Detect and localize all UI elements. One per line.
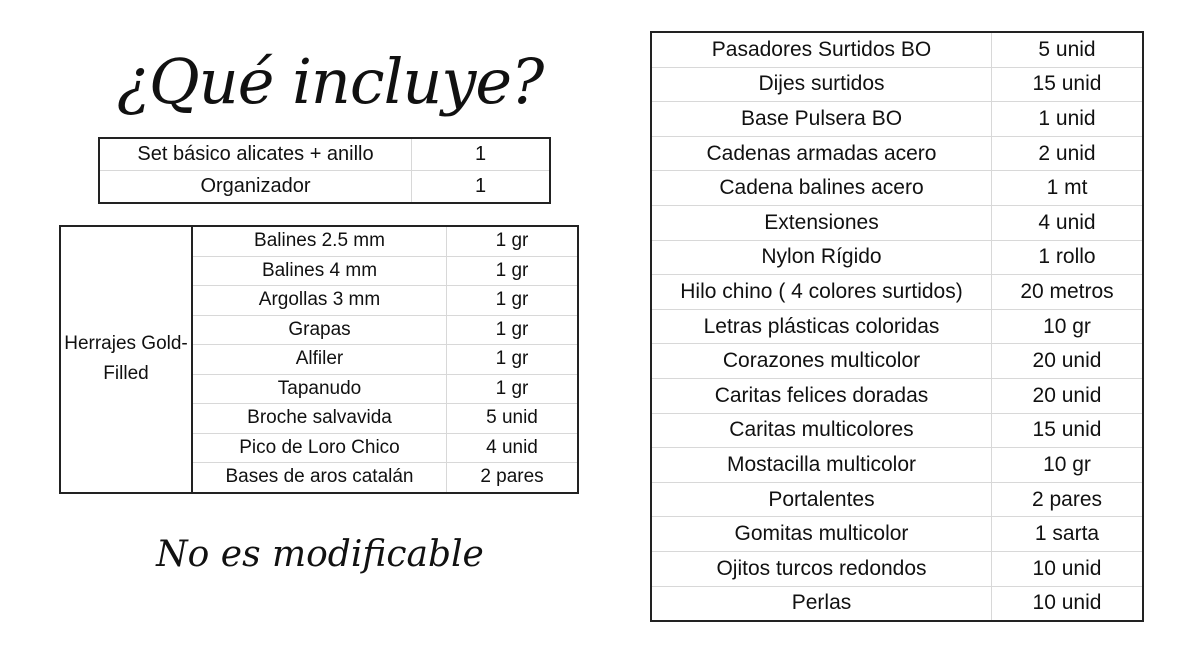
qty-cell: 1 — [412, 138, 551, 171]
table-row — [651, 378, 1143, 413]
qty-cell: 1 sarta — [992, 517, 1144, 552]
qty-cell: 1 gr — [447, 315, 579, 345]
table-row — [651, 482, 1143, 517]
qty-cell: 2 unid — [992, 136, 1144, 171]
table-row — [651, 344, 1143, 379]
item-cell: Set básico alicates + anillo — [99, 138, 412, 171]
qty-cell: 10 unid — [992, 586, 1144, 621]
qty-cell: 10 gr — [992, 448, 1144, 483]
qty-cell: 5 unid — [992, 32, 1144, 67]
table-row — [60, 226, 578, 256]
item-cell: Balines 2.5 mm — [192, 226, 447, 256]
qty-cell: 2 pares — [992, 482, 1144, 517]
item-cell: Hilo chino ( 4 colores surtidos) — [651, 275, 992, 310]
table-row — [651, 136, 1143, 171]
item-cell: Alfiler — [192, 345, 447, 375]
qty-cell: 1 gr — [447, 286, 579, 316]
item-cell: Tapanudo — [192, 374, 447, 404]
table-row — [651, 586, 1143, 621]
qty-cell: 10 gr — [992, 309, 1144, 344]
item-cell: Nylon Rígido — [651, 240, 992, 275]
item-cell: Cadena balines acero — [651, 171, 992, 206]
item-cell: Caritas multicolores — [651, 413, 992, 448]
item-cell: Pico de Loro Chico — [192, 433, 447, 463]
table-row — [651, 275, 1143, 310]
item-cell: Grapas — [192, 315, 447, 345]
qty-cell: 1 mt — [992, 171, 1144, 206]
qty-cell: 20 metros — [992, 275, 1144, 310]
item-cell: Cadenas armadas acero — [651, 136, 992, 171]
qty-cell: 1 gr — [447, 345, 579, 375]
qty-cell: 1 gr — [447, 226, 579, 256]
table-row — [651, 32, 1143, 67]
item-cell: Extensiones — [651, 205, 992, 240]
item-cell: Perlas — [651, 586, 992, 621]
qty-cell: 20 unid — [992, 344, 1144, 379]
qty-cell: 1 — [412, 171, 551, 204]
item-cell: Broche salvavida — [192, 404, 447, 434]
item-cell: Portalentes — [651, 482, 992, 517]
item-cell: Ojitos turcos redondos — [651, 551, 992, 586]
qty-cell: 1 gr — [447, 256, 579, 286]
qty-cell: 1 rollo — [992, 240, 1144, 275]
table-row — [651, 517, 1143, 552]
item-cell: Base Pulsera BO — [651, 102, 992, 137]
item-cell: Dijes surtidos — [651, 67, 992, 102]
item-cell: Caritas felices doradas — [651, 378, 992, 413]
qty-cell: 1 gr — [447, 374, 579, 404]
qty-cell: 4 unid — [992, 205, 1144, 240]
qty-cell: 1 unid — [992, 102, 1144, 137]
table-row — [651, 551, 1143, 586]
table-row — [651, 240, 1143, 275]
herrajes-table — [59, 225, 579, 494]
page-title: ¿Qué incluye? — [116, 45, 544, 118]
item-cell: Mostacilla multicolor — [651, 448, 992, 483]
item-cell: Gomitas multicolor — [651, 517, 992, 552]
qty-cell: 20 unid — [992, 378, 1144, 413]
table-row — [651, 102, 1143, 137]
category-cell: Herrajes Gold-Filled — [60, 226, 192, 493]
item-cell: Corazones multicolor — [651, 344, 992, 379]
items-table — [650, 31, 1144, 622]
table-row — [651, 171, 1143, 206]
basic-kit-table — [98, 137, 551, 204]
qty-cell: 15 unid — [992, 67, 1144, 102]
table-row — [651, 205, 1143, 240]
qty-cell: 5 unid — [447, 404, 579, 434]
item-cell: Bases de aros catalán — [192, 463, 447, 493]
item-cell: Organizador — [99, 171, 412, 204]
qty-cell: 10 unid — [992, 551, 1144, 586]
qty-cell: 15 unid — [992, 413, 1144, 448]
table-row — [651, 309, 1143, 344]
item-cell: Letras plásticas coloridas — [651, 309, 992, 344]
table-row — [651, 67, 1143, 102]
qty-cell: 2 pares — [447, 463, 579, 493]
table-row — [99, 138, 550, 171]
item-cell: Balines 4 mm — [192, 256, 447, 286]
table-row — [651, 413, 1143, 448]
not-modifiable-note: No es modificable — [156, 534, 484, 575]
item-cell: Argollas 3 mm — [192, 286, 447, 316]
item-cell: Pasadores Surtidos BO — [651, 32, 992, 67]
table-row — [651, 448, 1143, 483]
table-row — [99, 171, 550, 204]
qty-cell: 4 unid — [447, 433, 579, 463]
